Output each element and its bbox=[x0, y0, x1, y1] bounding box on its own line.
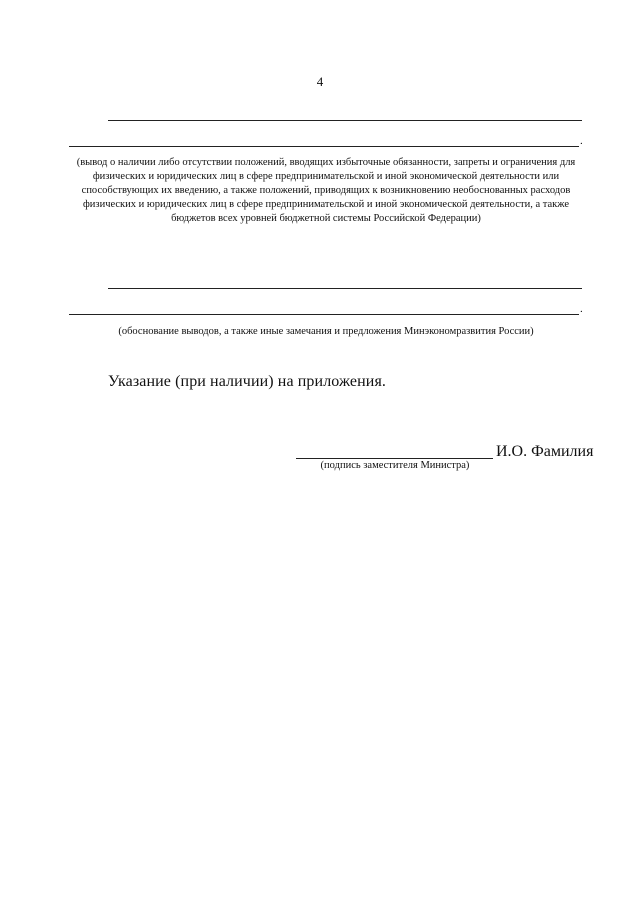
page-number: 4 bbox=[316, 74, 324, 89]
justification-line-1 bbox=[108, 288, 582, 289]
signatory-name: И.О. Фамилия bbox=[496, 443, 594, 460]
conclusion-line-1 bbox=[108, 120, 582, 121]
attachments-note: Указание (при наличии) на приложения. bbox=[108, 373, 387, 390]
conclusion-line-end: . bbox=[580, 135, 583, 147]
conclusion-line-2 bbox=[69, 146, 579, 147]
conclusion-caption: (вывод о наличии либо отсутствии положений, вводящих избыточные обязанности, запреты и ограничения для физических и юридических лиц в сфере предпринимательской и иной экономической деятельности или способствующих их введению, а также положений, приводящих к возникновению необоснованных расходов физических и юридических лиц в сфере предпринимательской и иной экономической деятельности, а также бюджетов всех уровней бюджетной системы Российской Федерации) bbox=[76, 157, 576, 224]
justification-line-2 bbox=[69, 314, 579, 315]
justification-caption: (обоснование выводов, а также иные замечания и предложения Минэкономразвития России) bbox=[118, 326, 534, 337]
signature-line bbox=[296, 458, 493, 459]
justification-line-end: . bbox=[580, 303, 583, 315]
signature-caption: (подпись заместителя Министра) bbox=[320, 460, 470, 471]
